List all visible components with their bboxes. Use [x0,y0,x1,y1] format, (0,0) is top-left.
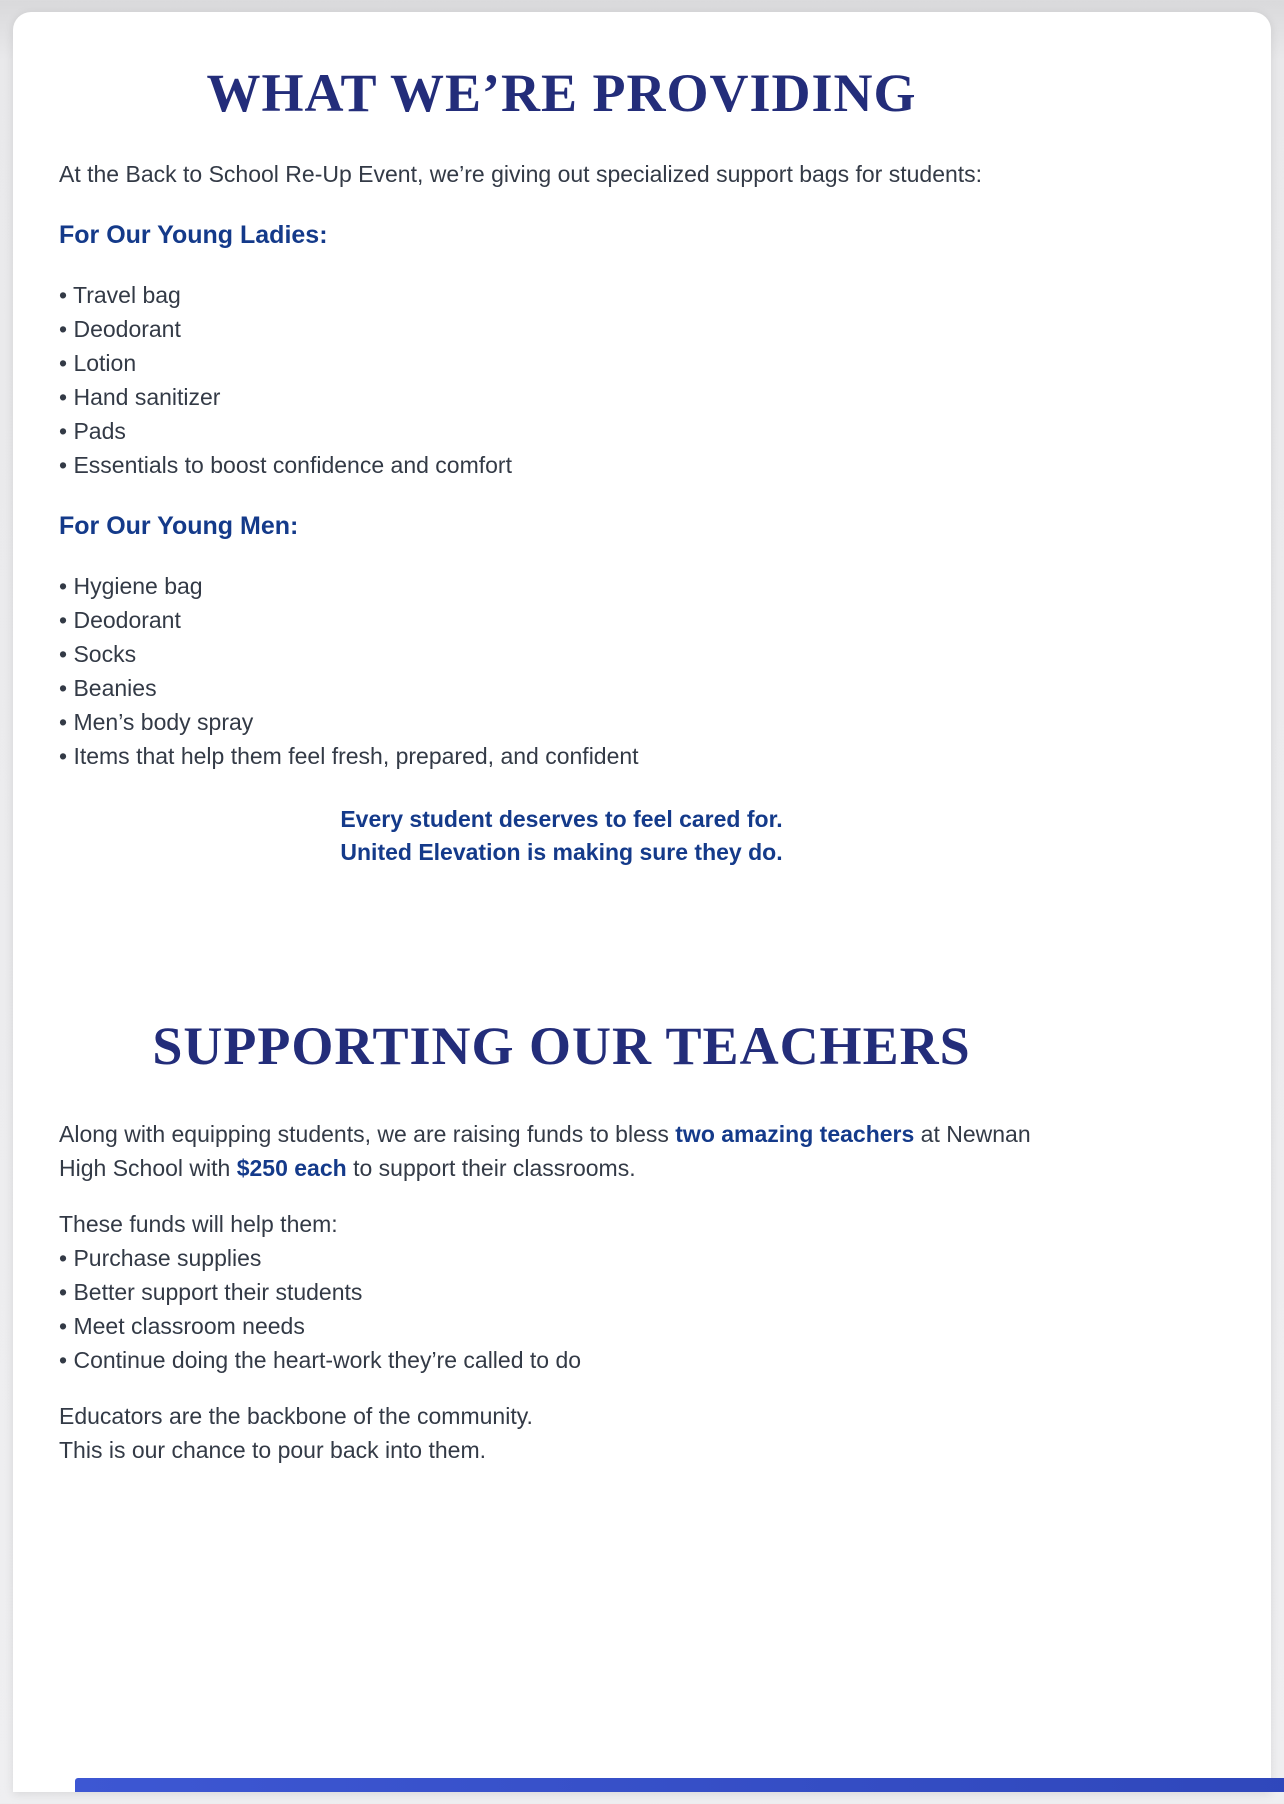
providing-title: WHAT WE’RE PROVIDING [206,63,917,123]
teachers-intro-bold-amount: $250 each [236,1154,347,1181]
list-item: • Beanies [59,671,1064,705]
teachers-intro-text: Along with equipping students, we are raising funds to bless [59,1120,676,1147]
closing-line-1: Educators are the backbone of the community. [59,1402,533,1429]
list-item: • Socks [59,637,1064,671]
list-item: • Better support their students [59,1275,1064,1309]
list-item: • Travel bag [59,278,1064,312]
list-item: • Purchase supplies [59,1241,1064,1275]
teachers-intro [59,1117,1064,1185]
list-item: • Essentials to boost confidence and comfort [59,448,1064,482]
teachers-intro-text: at Newnan High School with [59,1120,1031,1181]
young-men-heading: For Our Young Men: [59,512,299,541]
list-item: • Deodorant [59,312,1064,346]
list-item: • Pads [59,414,1064,448]
funds-block [59,1207,1064,1377]
list-item: • Deodorant [59,603,1064,637]
teachers-intro-text: to support their classrooms. [346,1154,636,1181]
list-item: • Hygiene bag [59,569,1064,603]
young-men-list [59,569,1064,773]
closing-statement [59,1399,1064,1467]
footer-accent-bar [75,1778,1284,1792]
list-item: • Hand sanitizer [59,380,1064,414]
list-item: • Lotion [59,346,1064,380]
young-ladies-list [59,278,1064,482]
callout-line-2: United Elevation is making sure they do. [340,839,783,866]
teachers-title: SUPPORTING OUR TEACHERS [152,1016,971,1077]
list-item: • Meet classroom needs [59,1309,1064,1343]
list-item: • Items that help them feel fresh, prepared, and confident [59,739,1064,773]
closing-line-2: This is our chance to pour back into them. [59,1436,486,1463]
flyer-card [13,12,1271,1792]
callout-statement [59,803,1064,869]
providing-intro: At the Back to School Re-Up Event, we’re giving out specialized support bags for students: [59,161,983,188]
funds-lead: These funds will help them: [59,1210,338,1237]
teachers-section [59,1017,1064,1466]
teachers-intro-bold-teachers: two amazing teachers [675,1120,915,1147]
list-item: • Continue doing the heart-work they’re called to do [59,1343,1064,1377]
callout-line-1: Every student deserves to feel cared for. [340,806,783,833]
providing-section [59,64,1064,869]
list-item: • Men’s body spray [59,705,1064,739]
funds-list [59,1241,1064,1377]
young-ladies-heading: For Our Young Ladies: [59,221,328,250]
